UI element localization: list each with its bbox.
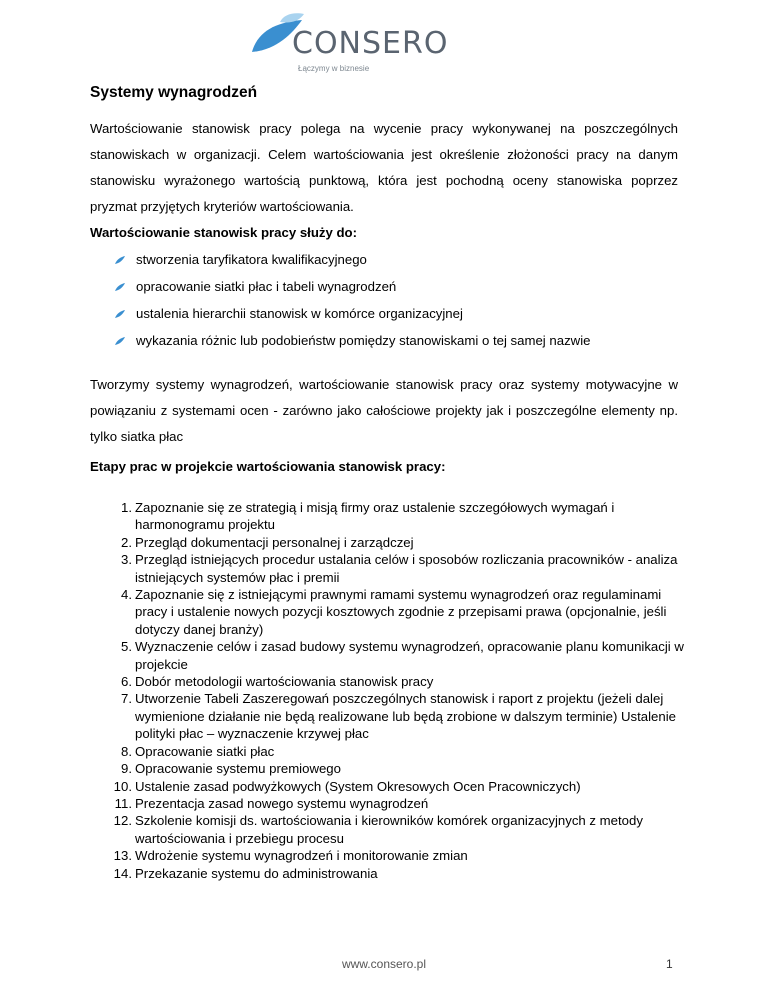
list-item xyxy=(90,743,690,760)
page-number: 1 xyxy=(666,957,673,971)
leaf-bullet-icon xyxy=(114,282,126,292)
consero-logo xyxy=(248,12,458,74)
list-item-number: 11. xyxy=(114,795,132,811)
list-item xyxy=(90,499,690,534)
list-item-number: 4. xyxy=(121,587,132,603)
list-item xyxy=(90,812,690,847)
footer-url[interactable]: www.consero.pl xyxy=(341,957,427,971)
list-item-number: 1. xyxy=(121,500,132,515)
list-item-text: ustalenia hierarchii stanowisk w komórce organizacyjnej xyxy=(136,306,463,321)
list-item xyxy=(90,760,690,777)
purpose-list xyxy=(112,246,590,354)
list-item xyxy=(90,673,690,690)
list-item-number: 5. xyxy=(121,639,132,655)
list-item-text: Opracowanie siatki płac xyxy=(135,743,275,759)
intro-paragraph: Wartościowanie stanowisk pracy polega na wycenie pracy wykonywanej na poszczególnych stanowiskach w organizacji. Celem wartościowania jest określenie złożoności pracy na danym stanowisku wyrażonego wartością punktową, która jest pochodną oceny stanowiska poprzez pryzmat przyjętych kryteriów wartościowania. xyxy=(90,121,678,214)
list-item xyxy=(112,246,590,273)
list-item xyxy=(90,690,690,742)
list-item xyxy=(90,551,690,586)
list-item-text: Ustalenie zasad podwyżkowych (System Okresowych Ocen Pracowniczych) xyxy=(135,778,581,794)
leaf-bullet-icon xyxy=(114,309,126,319)
offer-paragraph: Tworzymy systemy wynagrodzeń, wartościowanie stanowisk pracy oraz systemy motywacyjne w powiązaniu z systemami ocen - zarówno jako całościowe projekty jak i poszczególne elementy np. tylko siatka płac xyxy=(90,377,678,444)
logo-wordmark: CONSERO xyxy=(292,26,449,61)
stages-list xyxy=(90,499,690,882)
list-item xyxy=(112,327,590,354)
list-item-number: 3. xyxy=(121,552,132,568)
list-item-text: Opracowanie systemu premiowego xyxy=(135,761,341,777)
list-item-text: Przekazanie systemu do administrowania xyxy=(135,865,378,881)
list-item xyxy=(90,534,690,551)
list-item-number: 8. xyxy=(121,743,132,759)
list-item-text: Wdrożenie systemu wynagrodzeń i monitorowanie zmian xyxy=(135,848,468,864)
list-item xyxy=(90,778,690,795)
list-item-number: 9. xyxy=(121,761,132,777)
list-item xyxy=(112,300,590,327)
list-item-number: 12. xyxy=(113,813,132,829)
list-item-text: Przegląd dokumentacji personalnej i zarządczej xyxy=(135,534,414,550)
list-item-text: Szkolenie komisji ds. wartościowania i kierowników komórek organizacyjnych z metody wartościowania i przebiegu procesu xyxy=(135,813,643,846)
leaf-bullet-icon xyxy=(114,336,126,346)
list-item-text: Zapoznanie się ze strategią i misją firmy oraz ustalenie szczegółowych wymagań i harmonogramu projektu xyxy=(135,500,615,533)
list-item xyxy=(112,273,590,300)
stages-heading: Etapy prac w projekcie wartościowania stanowisk pracy: xyxy=(90,459,446,474)
list-item xyxy=(90,847,690,864)
list-item-text: Wyznaczenie celów i zasad budowy systemu wynagrodzeń, opracowanie planu komunikacji w projekcie xyxy=(135,639,684,672)
page-title: Systemy wynagrodzeń xyxy=(90,84,258,101)
logo-tagline: Łączymy w biznesie xyxy=(298,64,370,73)
list-item-number: 6. xyxy=(121,674,132,690)
list-item-text: Przegląd istniejących procedur ustalania celów i sposobów rozliczania pracowników - analiza istniejących systemów płac i premii xyxy=(135,552,678,585)
leaf-bullet-icon xyxy=(114,255,126,265)
list-item-text: wykazania różnic lub podobieństw pomiędzy stanowiskami o tej samej nazwie xyxy=(136,333,591,348)
list-item-text: Dobór metodologii wartościowania stanowisk pracy xyxy=(135,674,434,690)
list-item-number: 14. xyxy=(113,865,132,881)
list-item-text: stworzenia taryfikatora kwalifikacyjnego xyxy=(136,252,367,267)
list-item-number: 7. xyxy=(121,691,132,707)
purpose-heading: Wartościowanie stanowisk pracy służy do: xyxy=(90,225,357,240)
list-item-number: 10. xyxy=(113,778,132,794)
list-item xyxy=(90,638,690,673)
list-item-text: opracowanie siatki płac i tabeli wynagrodzeń xyxy=(136,279,397,294)
list-item xyxy=(90,865,690,882)
list-item-text: Zapoznanie się z istniejącymi prawnymi ramami systemu wynagrodzeń oraz regulaminami pracy i ustalenie nowych pozycji kosztowych zgodnie z przepisami prawa (opcjonalnie, jeśli dotyczy danej branży) xyxy=(135,587,667,637)
list-item xyxy=(90,586,690,638)
list-item-text: Prezentacja zasad nowego systemu wynagrodzeń xyxy=(135,795,429,811)
list-item-number: 13. xyxy=(113,848,132,864)
list-item xyxy=(90,795,690,812)
list-item-text: Utworzenie Tabeli Zaszeregowań poszczególnych stanowisk i raport z projektu (jeżeli dalej wymienione działanie nie będą realizowane lub będą zrobione w dalszym terminie) Ustalenie polityki płac – wyznaczenie krzywej płac xyxy=(135,691,676,742)
list-item-number: 2. xyxy=(121,534,132,550)
